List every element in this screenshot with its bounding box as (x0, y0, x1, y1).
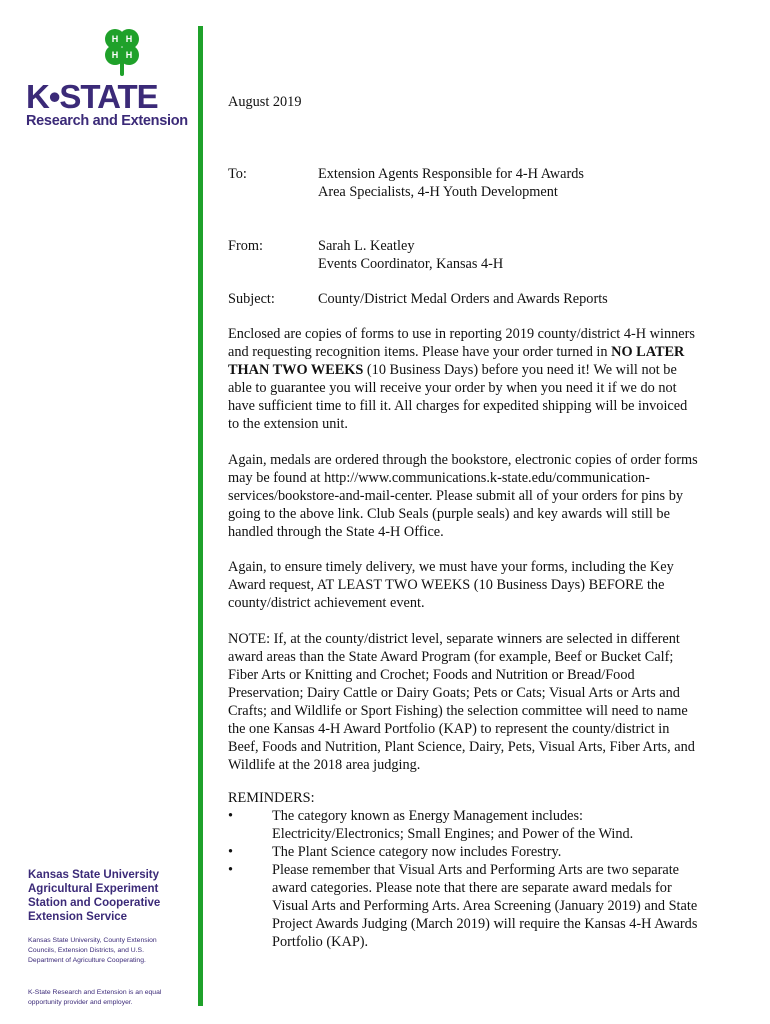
svg-text:H: H (111, 50, 119, 60)
bullet-icon: • (228, 808, 234, 824)
paragraph-bookstore: Again, medals are ordered through the bookstore, electronic copies of order forms may be found at http://www.communications.k-state.edu/communication-services/bookstore-and-mail-center. Please submit all of your orders for pins by going to the above link. Club Seals (purple seals) and key awards will still be handled through the State 4-H Office. (228, 452, 698, 540)
to-value: Extension Agents Responsible for 4-H Awards Area Specialists, 4-H Youth Development (318, 166, 584, 200)
cooperation-note: Kansas State University, County Extension Councils, Extension Districts, and U.S. Department of Agriculture Cooperating. (28, 937, 157, 964)
svg-text:H: H (111, 34, 119, 44)
4h-clover-icon (100, 26, 144, 76)
affiliation-title: Kansas State University Agricultural Experiment Station and Cooperative Extension Service (28, 869, 161, 923)
reminder-text: The Plant Science category now includes Forestry. (272, 844, 562, 860)
green-divider (198, 26, 203, 1006)
p1-deadline-bold: NO LATER THAN TWO WEEKS (228, 344, 685, 378)
to-label: To: (228, 166, 247, 182)
p1-end: (10 Business Days) before you need it! We will not be able to guarantee you will receive your order by when you need it if we do not have sufficient time to fill it. All charges for expedited shipping will be invoiced to the extension unit. (228, 362, 688, 432)
memo-date: August 2019 (228, 94, 302, 110)
from-value: Sarah L. Keatley Events Coordinator, Kansas 4-H (318, 238, 504, 272)
brand-subtitle: Research and Extension (26, 113, 188, 129)
paragraph-timely-delivery: Again, to ensure timely delivery, we must have your forms, including the Key Award request, AT LEAST TWO WEEKS (10 Business Days) BEFORE the county/district achievement event. (228, 559, 674, 611)
svg-text:H: H (125, 34, 133, 44)
reminders-heading: REMINDERS: (228, 790, 315, 806)
paragraph-note: NOTE: If, at the county/district level, separate winners are selected in different award areas than the State Award Program (for example, Beef or Bucket Calf; Fiber Arts or Knitting and Crochet; Foods and Nutrition or Bread/Food Preservation; Dairy Cattle or Dairy Goats; Pets or Cats; Visual Arts or Arts and Crafts; and Wildlife or Sport Fishing) the selection committee will need to name the one Kansas 4-H Award Portfolio (KAP) to represent the county/district in Beef, Foods and Nutrition, Plant Science, Dairy, Pets, Visual Arts, Fiber Arts, and Wildlife at the 2018 area judging. (228, 631, 695, 773)
paragraph-enclosed (228, 325, 698, 433)
from-label: From: (228, 238, 263, 254)
subject-label: Subject: (228, 291, 275, 307)
subject-value: County/District Medal Orders and Awards Reports (318, 291, 608, 307)
list-item (228, 861, 708, 951)
list-item (228, 807, 708, 843)
brand-name: K•STATE (26, 78, 158, 115)
letterhead-sidebar (0, 0, 200, 1024)
reminders-section (228, 789, 708, 951)
reminders-list (228, 807, 708, 951)
bullet-icon: • (228, 844, 234, 860)
list-item (228, 843, 708, 861)
affiliation-block (28, 868, 193, 1008)
svg-text:H: H (125, 50, 133, 60)
p1-start: Enclosed are copies of forms to use in reporting 2019 county/district 4-H winners and requesting recognition items. Please have your order turned in (228, 326, 695, 360)
reminder-text: Please remember that Visual Arts and Performing Arts are two separate award categories. Please note that there are separate award medals for Visual Arts and Performing Arts. Area Screening (January 2019) and State Project Awards Judging (March 2019) will require the Kansas 4-H Awards Portfolio (KAP). (272, 862, 698, 950)
reminder-text: The category known as Energy Management includes: Electricity/Electronics; Small Engines; and Power of the Wind. (272, 808, 634, 842)
bullet-icon: • (228, 862, 234, 878)
equal-opportunity-note: K-State Research and Extension is an equal opportunity provider and employer. (28, 989, 162, 1006)
